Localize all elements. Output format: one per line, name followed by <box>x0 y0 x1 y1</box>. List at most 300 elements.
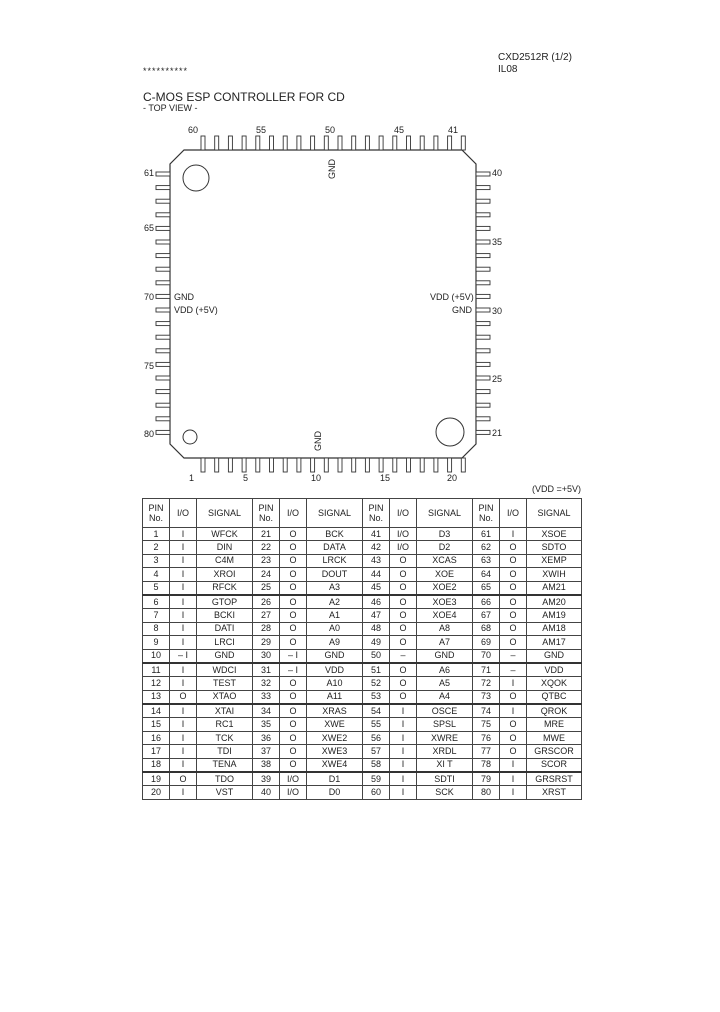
io-cell: O <box>170 772 197 786</box>
signal-cell: A6 <box>417 663 473 677</box>
io-cell: I <box>500 528 527 541</box>
io-cell: O <box>390 581 417 595</box>
io-cell: O <box>280 636 307 649</box>
io-cell: O <box>390 677 417 690</box>
signal-cell: XRDL <box>417 745 473 758</box>
signal-cell: GRSCOR <box>527 745 582 758</box>
signal-cell: D1 <box>307 772 363 786</box>
pin-cell: 26 <box>253 595 280 609</box>
pin-cell: 71 <box>473 663 500 677</box>
pin-cell: 41 <box>363 528 390 541</box>
io-cell: I <box>500 704 527 718</box>
pin-cell: 67 <box>473 609 500 622</box>
io-cell: O <box>390 554 417 567</box>
pin-lead <box>476 362 490 366</box>
signal-cell: C4M <box>197 554 253 567</box>
signal-cell: GND <box>197 649 253 663</box>
pin-lead <box>270 136 274 150</box>
pin-lead <box>270 458 274 472</box>
signal-cell: SPSL <box>417 718 473 731</box>
left-pin-number: 70 <box>144 292 155 302</box>
pin-lead <box>201 136 205 150</box>
pin-lead <box>156 362 170 366</box>
col-io: I/O <box>390 499 417 528</box>
signal-cell: QTBC <box>527 690 582 704</box>
io-cell: I/O <box>280 786 307 799</box>
pin-lead <box>420 136 424 150</box>
io-cell: O <box>170 690 197 704</box>
pin-cell: 52 <box>363 677 390 690</box>
io-cell: I/O <box>390 541 417 554</box>
signal-cell: XWE4 <box>307 758 363 772</box>
io-cell: I <box>170 568 197 581</box>
signal-cell: SCOR <box>527 758 582 772</box>
signal-cell: XCAS <box>417 554 473 567</box>
pin-lead <box>283 458 287 472</box>
pin-cell: 9 <box>143 636 170 649</box>
pin-cell: 32 <box>253 677 280 690</box>
part-number: CXD2512R (1/2) <box>498 52 572 63</box>
pin-lead <box>407 458 411 472</box>
pin-cell: 31 <box>253 663 280 677</box>
io-cell: I <box>170 554 197 567</box>
pin-lead <box>156 294 170 298</box>
gnd-label-top: GND <box>327 159 337 179</box>
pin-lead <box>476 349 490 353</box>
pin-table <box>142 498 582 800</box>
col-signal: SIGNAL <box>417 499 473 528</box>
pin-cell: 5 <box>143 581 170 595</box>
signal-cell: MWE <box>527 731 582 744</box>
pin-cell: 47 <box>363 609 390 622</box>
pin-lead <box>156 240 170 244</box>
signal-cell: XQOK <box>527 677 582 690</box>
signal-cell: XTAI <box>197 704 253 718</box>
io-cell: O <box>280 677 307 690</box>
pin-lead <box>434 136 438 150</box>
pin-lead <box>156 417 170 421</box>
signal-cell: VDD <box>307 663 363 677</box>
pin-lead <box>461 458 465 472</box>
pin-lead <box>156 213 170 217</box>
pin-lead <box>352 136 356 150</box>
pin-lead <box>476 390 490 394</box>
pin-cell: 24 <box>253 568 280 581</box>
signal-cell: SDTO <box>527 541 582 554</box>
pin-lead <box>476 226 490 230</box>
signal-cell: TENA <box>197 758 253 772</box>
io-cell: – I <box>280 663 307 677</box>
signal-cell: XOE2 <box>417 581 473 595</box>
io-cell: O <box>500 581 527 595</box>
io-cell: O <box>500 690 527 704</box>
io-cell: O <box>390 622 417 635</box>
chip-package-diagram <box>0 0 720 480</box>
pin-lead <box>476 308 490 312</box>
pin-lead <box>448 136 452 150</box>
pin-cell: 27 <box>253 609 280 622</box>
pin-lead <box>297 136 301 150</box>
pin-cell: 80 <box>473 786 500 799</box>
col-io: I/O <box>500 499 527 528</box>
signal-cell: A10 <box>307 677 363 690</box>
left-vdd-label: VDD (+5V) <box>174 305 218 315</box>
io-cell: I <box>390 772 417 786</box>
col-pin: PIN No. <box>253 499 280 528</box>
page-title: C-MOS ESP CONTROLLER FOR CD <box>143 90 345 104</box>
io-cell: O <box>390 609 417 622</box>
io-cell: O <box>390 636 417 649</box>
io-cell: I <box>390 731 417 744</box>
right-pin-number: 25 <box>492 374 503 384</box>
pin-cell: 48 <box>363 622 390 635</box>
pin-lead <box>476 322 490 326</box>
pin-cell: 46 <box>363 595 390 609</box>
io-cell: O <box>500 622 527 635</box>
pin-lead <box>228 136 232 150</box>
io-cell: O <box>280 690 307 704</box>
pin-cell: 69 <box>473 636 500 649</box>
pin-lead <box>215 136 219 150</box>
pin-lead <box>476 403 490 407</box>
pin-lead <box>379 136 383 150</box>
pin-lead <box>448 458 452 472</box>
io-cell: I <box>170 528 197 541</box>
io-cell: O <box>280 541 307 554</box>
pin-cell: 73 <box>473 690 500 704</box>
signal-cell: DATI <box>197 622 253 635</box>
io-cell: O <box>280 758 307 772</box>
signal-cell: VDD <box>527 663 582 677</box>
pin-lead <box>156 186 170 190</box>
pin-cell: 42 <box>363 541 390 554</box>
pin-cell: 54 <box>363 704 390 718</box>
bottom-pin-number: 15 <box>380 473 391 483</box>
io-cell: O <box>500 595 527 609</box>
io-cell: O <box>500 554 527 567</box>
signal-cell: RC1 <box>197 718 253 731</box>
pin-lead <box>156 322 170 326</box>
pin-cell: 13 <box>143 690 170 704</box>
pin-lead <box>338 136 342 150</box>
table-row <box>143 772 582 786</box>
signal-cell: GRSRST <box>527 772 582 786</box>
table-row <box>143 758 582 772</box>
io-cell: I <box>170 731 197 744</box>
io-cell: I <box>170 541 197 554</box>
pin-cell: 70 <box>473 649 500 663</box>
pin-cell: 60 <box>363 786 390 799</box>
signal-cell: AM21 <box>527 581 582 595</box>
signal-cell: TDO <box>197 772 253 786</box>
pin-lead <box>283 136 287 150</box>
io-cell: I/O <box>280 772 307 786</box>
io-cell: I <box>500 772 527 786</box>
signal-cell: XWIH <box>527 568 582 581</box>
io-cell: O <box>500 568 527 581</box>
pin-cell: 56 <box>363 731 390 744</box>
io-cell: – I <box>280 649 307 663</box>
signal-cell: XOE <box>417 568 473 581</box>
table-row <box>143 786 582 799</box>
signal-cell: DIN <box>197 541 253 554</box>
pin-cell: 14 <box>143 704 170 718</box>
io-cell: O <box>390 690 417 704</box>
io-cell: I <box>390 718 417 731</box>
bottom-pin-number: 20 <box>447 473 458 483</box>
pin-lead <box>156 199 170 203</box>
pin-lead <box>242 458 246 472</box>
pin-cell: 34 <box>253 704 280 718</box>
io-cell: I <box>390 745 417 758</box>
io-cell: I <box>390 704 417 718</box>
io-cell: I <box>170 745 197 758</box>
pin-lead <box>156 281 170 285</box>
io-cell: I <box>170 704 197 718</box>
io-cell: I <box>170 677 197 690</box>
pin-lead <box>156 254 170 258</box>
signal-cell: XOE3 <box>417 595 473 609</box>
col-io: I/O <box>280 499 307 528</box>
io-cell: O <box>280 718 307 731</box>
table-row <box>143 704 582 718</box>
io-cell: O <box>280 554 307 567</box>
table-row <box>143 677 582 690</box>
signal-cell: SCK <box>417 786 473 799</box>
pin-lead <box>156 430 170 434</box>
pin-lead <box>352 458 356 472</box>
pin-lead <box>156 403 170 407</box>
signal-cell: XWE2 <box>307 731 363 744</box>
io-cell: I/O <box>390 528 417 541</box>
io-cell: I <box>170 622 197 635</box>
signal-cell: BCKI <box>197 609 253 622</box>
io-cell: I <box>170 636 197 649</box>
pin-lead <box>256 458 260 472</box>
header-stars: ********** <box>143 66 189 76</box>
io-cell: O <box>500 636 527 649</box>
pin-lead <box>338 458 342 472</box>
table-row <box>143 690 582 704</box>
pin-lead <box>215 458 219 472</box>
pin-lead <box>256 136 260 150</box>
top-pin-number: 60 <box>188 125 199 135</box>
signal-cell: DATA <box>307 541 363 554</box>
signal-cell: GND <box>527 649 582 663</box>
pin-lead <box>156 349 170 353</box>
pin-cell: 55 <box>363 718 390 731</box>
io-cell: O <box>280 704 307 718</box>
pin-lead <box>324 136 328 150</box>
pin-lead <box>365 458 369 472</box>
pin-lead <box>379 458 383 472</box>
top-pin-number: 45 <box>394 125 405 135</box>
signal-cell: VST <box>197 786 253 799</box>
pin-lead <box>476 281 490 285</box>
right-pin-number: 30 <box>492 306 503 316</box>
signal-cell: D0 <box>307 786 363 799</box>
pin-cell: 58 <box>363 758 390 772</box>
signal-cell: AM18 <box>527 622 582 635</box>
top-pins <box>201 136 465 150</box>
pin-cell: 20 <box>143 786 170 799</box>
pin-cell: 40 <box>253 786 280 799</box>
signal-cell: GND <box>417 649 473 663</box>
vdd-note: (VDD =+5V) <box>532 484 582 494</box>
col-io: I/O <box>170 499 197 528</box>
table-row <box>143 718 582 731</box>
signal-cell: AM20 <box>527 595 582 609</box>
io-cell: O <box>390 663 417 677</box>
pin-lead <box>476 376 490 380</box>
pin-lead <box>201 458 205 472</box>
pin-lead <box>365 136 369 150</box>
left-pins <box>156 172 170 434</box>
signal-cell: A3 <box>307 581 363 595</box>
pin-lead <box>407 136 411 150</box>
pin-cell: 53 <box>363 690 390 704</box>
bottom-pin-number: 10 <box>311 473 322 483</box>
io-cell: – <box>390 649 417 663</box>
io-cell: O <box>500 745 527 758</box>
pin-cell: 76 <box>473 731 500 744</box>
pin-cell: 21 <box>253 528 280 541</box>
signal-cell: A2 <box>307 595 363 609</box>
table-row <box>143 731 582 744</box>
signal-cell: A8 <box>417 622 473 635</box>
pin-cell: 39 <box>253 772 280 786</box>
pin-cell: 16 <box>143 731 170 744</box>
pin-cell: 61 <box>473 528 500 541</box>
pin-lead <box>156 172 170 176</box>
pin-cell: 65 <box>473 581 500 595</box>
pin-lead <box>476 199 490 203</box>
pin-cell: 37 <box>253 745 280 758</box>
signal-cell: OSCE <box>417 704 473 718</box>
signal-cell: LRCK <box>307 554 363 567</box>
left-pin-number: 75 <box>144 361 155 371</box>
signal-cell: A11 <box>307 690 363 704</box>
pin-lead <box>393 458 397 472</box>
pin-cell: 2 <box>143 541 170 554</box>
pin-cell: 78 <box>473 758 500 772</box>
pin-cell: 74 <box>473 704 500 718</box>
signal-cell: XSOE <box>527 528 582 541</box>
io-cell: – <box>500 649 527 663</box>
signal-cell: XWE3 <box>307 745 363 758</box>
signal-cell: TCK <box>197 731 253 744</box>
io-cell: O <box>280 622 307 635</box>
pin-cell: 43 <box>363 554 390 567</box>
signal-cell: XWE <box>307 718 363 731</box>
top-pin-number: 41 <box>448 125 459 135</box>
pin-cell: 28 <box>253 622 280 635</box>
col-pin: PIN No. <box>473 499 500 528</box>
pin-cell: 75 <box>473 718 500 731</box>
col-pin: PIN No. <box>143 499 170 528</box>
pin-cell: 63 <box>473 554 500 567</box>
pin-cell: 25 <box>253 581 280 595</box>
pin-cell: 3 <box>143 554 170 567</box>
io-cell: – I <box>170 649 197 663</box>
gnd-label-bottom: GND <box>313 431 323 451</box>
pin-cell: 12 <box>143 677 170 690</box>
signal-cell: XRST <box>527 786 582 799</box>
io-cell: O <box>500 731 527 744</box>
io-cell: O <box>500 541 527 554</box>
pin-cell: 7 <box>143 609 170 622</box>
io-cell: I <box>170 758 197 772</box>
table-row <box>143 581 582 595</box>
signal-cell: XWRE <box>417 731 473 744</box>
pin-lead <box>476 254 490 258</box>
pin-lead <box>228 458 232 472</box>
pin-cell: 45 <box>363 581 390 595</box>
pin-lead <box>476 186 490 190</box>
pin-cell: 15 <box>143 718 170 731</box>
io-cell: I <box>170 595 197 609</box>
signal-cell: DOUT <box>307 568 363 581</box>
right-pins <box>476 172 490 434</box>
pin-lead <box>156 376 170 380</box>
pin-lead <box>476 213 490 217</box>
pin-lead <box>476 172 490 176</box>
pin-lead <box>156 390 170 394</box>
table-row <box>143 595 582 609</box>
signal-cell: XI T <box>417 758 473 772</box>
top-pin-number: 50 <box>325 125 336 135</box>
left-pin-number: 65 <box>144 223 155 233</box>
col-signal: SIGNAL <box>527 499 582 528</box>
pin-cell: 33 <box>253 690 280 704</box>
right-pin-number: 35 <box>492 237 503 247</box>
signal-cell: TDI <box>197 745 253 758</box>
table-row <box>143 541 582 554</box>
pin-cell: 50 <box>363 649 390 663</box>
pin-cell: 29 <box>253 636 280 649</box>
pin-cell: 57 <box>363 745 390 758</box>
col-signal: SIGNAL <box>307 499 363 528</box>
pin-cell: 62 <box>473 541 500 554</box>
pin-cell: 77 <box>473 745 500 758</box>
pin-lead <box>476 430 490 434</box>
pin-lead <box>156 335 170 339</box>
signal-cell: SDTI <box>417 772 473 786</box>
signal-cell: QROK <box>527 704 582 718</box>
left-pin-number: 80 <box>144 429 155 439</box>
signal-cell: LRCI <box>197 636 253 649</box>
signal-cell: AM17 <box>527 636 582 649</box>
pin-lead <box>476 417 490 421</box>
col-pin: PIN No. <box>363 499 390 528</box>
signal-cell: WFCK <box>197 528 253 541</box>
signal-cell: WDCI <box>197 663 253 677</box>
signal-cell: AM19 <box>527 609 582 622</box>
pin-cell: 22 <box>253 541 280 554</box>
io-cell: I <box>500 758 527 772</box>
pin-cell: 72 <box>473 677 500 690</box>
table-row <box>143 609 582 622</box>
bottom-pin-number: 1 <box>189 473 195 483</box>
pin-cell: 8 <box>143 622 170 635</box>
pin-lead <box>476 294 490 298</box>
pin-cell: 49 <box>363 636 390 649</box>
signal-cell: A9 <box>307 636 363 649</box>
io-cell: – <box>500 663 527 677</box>
pin-lead <box>476 240 490 244</box>
table-row <box>143 649 582 663</box>
io-cell: O <box>280 528 307 541</box>
